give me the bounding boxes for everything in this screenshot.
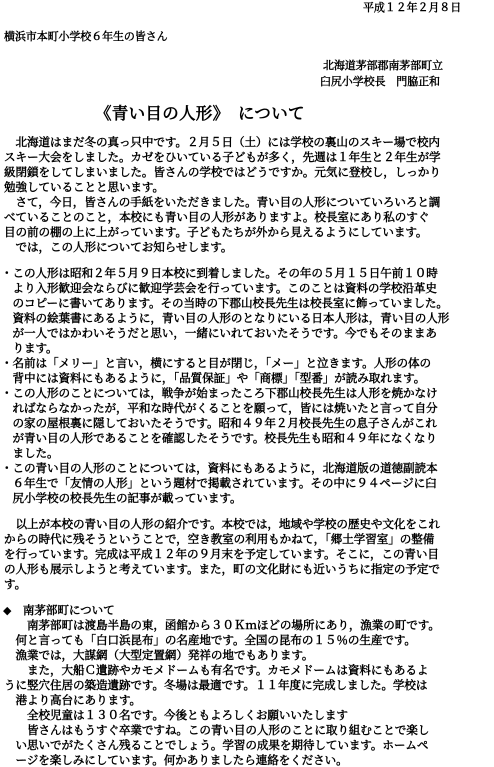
- paragraph-1-line: 勉強していることと思います。: [4, 180, 164, 194]
- letter-title: 《青い目の人形》 について: [95, 104, 305, 123]
- paragraph-2-line: さて，今日，皆さんの手紙をいただきました。青い目の人形についていろいろと調: [4, 195, 441, 209]
- bullet-line: ります。: [1, 341, 58, 355]
- paragraph-2-line: べていることのこと，本校にも青い目の人形がありますよ。校長室にあり私のすぐ: [4, 210, 430, 224]
- paragraph-1-line: スキー大会をしました。カゼをひいている子どもが多く，先週は１年生と２年生が学: [4, 150, 441, 164]
- section-heading: [3, 603, 115, 618]
- bullet-line: ・名前は「メリー」と言い，横にすると目が閉じ，「メー」と泣きます。人形の体の: [1, 356, 432, 370]
- bullet-line: より入形歓迎会ならびに歓迎学芸会を行っています。このことは資料の学校沿革史: [1, 281, 437, 295]
- section-line: 何と言っても「白口浜昆布」の名産地です。全国の昆布の１５％の生産です。: [4, 633, 416, 647]
- bullet-line: ６年生で「友情の人形」という題材で掲載されています。その中に９４ページに臼: [1, 476, 437, 490]
- paragraph-1-line: 北海道はまだ冬の真っ只中です。２月５日（土）には学校の裏山のスキー場で校内: [4, 135, 440, 149]
- section-heading-text: 南茅部町について: [22, 603, 115, 617]
- section-line: うに竪穴住居の築造遺跡です。冬場は最適です。１１年度に完成しました。学校は: [4, 678, 428, 692]
- bullet-line: ればならなかったが，平和な時代がくることを願って，皆には焼いたと言って自分: [1, 401, 438, 415]
- section-line: 南茅部町は渡島半島の東，函館から３０Ｋｍほどの場所にあり，漁業の町です。: [4, 618, 440, 632]
- bullet-line: ・この青い目の人形のことについては，資料にもあるように，北海道版の道徳副読本: [1, 461, 438, 475]
- section-line: 港より高台にあります。: [4, 693, 141, 707]
- bullet-line: が青い目の人形であることを確認したそうです。校長先生も昭和４９年になくなり: [1, 431, 437, 445]
- paragraph-3-line: す。: [4, 577, 27, 591]
- bullet-line: のコピーに書いてあります。その当時の下郡山校長先生は校長室に飾っていました。: [1, 296, 448, 310]
- bullet-line: 尻小学校の校長先生の記事が載っています。: [1, 491, 242, 505]
- section-line: 漁業では，大謀網（大型定置網）発祥の地でもあります。: [4, 648, 314, 662]
- section-line: 皆さんはもうすぐ卒業ですね。この青い目の人形のことに取り組むことで楽し: [4, 723, 430, 737]
- paragraph-3-line: を行っています。完成は平成１２年の９月末を予定しています。そこに，この青い目: [4, 547, 439, 561]
- paragraph-2-line: 目の前の棚の上に上がっています。子どもたちが外から見えるようにしています。: [4, 225, 428, 239]
- paragraph-3-line: からの時代に残そうということで，空き教室の利用もかねて，「郷土学習室」の整備: [4, 532, 435, 546]
- sender-affiliation: 北海道茅部郡南茅部町立: [323, 59, 443, 72]
- letter-recipient: 横浜市本町小学校６年生の皆さん: [4, 30, 168, 43]
- bullet-line: の家の屋根裏に隠しておいたそうです。昭和４９年２月校長先生の息子さんがこれ: [1, 416, 437, 430]
- bullet-line: ました。: [1, 446, 59, 460]
- paragraph-3-line: の人形も展示しようと考えています。また，町の文化財にも近いうちに指定の予定で: [4, 562, 440, 576]
- bullet-line: 背中には資料にもあるように，「品質保証」や「商標」「型番」が読み取れます。: [1, 371, 426, 385]
- bullet-line: 資料の絵葉書にあるように，青い目の人形のとなりにいる日本人形は，青い目の人形: [1, 311, 450, 325]
- paragraph-2-line: では，この人形についてお知らせします。: [4, 240, 233, 254]
- sender-name: 臼尻小学校長 門脇正和: [320, 75, 440, 88]
- section-line: また，大船Ｃ遺跡やカモメドームも有名です。カモメドームは資料にもあるよ: [4, 663, 429, 677]
- diamond-bullet-icon: ◆: [3, 604, 12, 617]
- bullet-line: が一人ではかわいそうだと思い，一緒にいれておいたそうです。今でもそのままあ: [1, 326, 437, 340]
- section-line: 全校児童は１３０名です。今後ともよろしくお願いいたします: [4, 708, 348, 722]
- section-line: ージを楽しみにしています。何かありましたら連絡をください。: [4, 753, 348, 767]
- paragraph-3-line: 以上が本校の青い目の人形の紹介です。本校では，地域や学校の歴史や文化をこれ: [4, 517, 440, 531]
- bullet-line: ・この人形のことについては，戦争が始まったころ下郡山校長先生は人形を焼かなけ: [1, 386, 438, 400]
- letter-date: 平成１２年２月８日: [363, 1, 462, 14]
- bullet-line: ・この人形は昭和２年５月９日本校に到着しました。その年の５月１５日午前１０時: [1, 266, 438, 280]
- paragraph-1-line: 級閉鎖をしてしまいました。皆さんの学校ではどうですか。元気に登校し，しっかり: [4, 165, 441, 179]
- section-line: い思いでがたくさん残ることでしょう。学習の成果を期待しています。ホームペ: [4, 738, 429, 752]
